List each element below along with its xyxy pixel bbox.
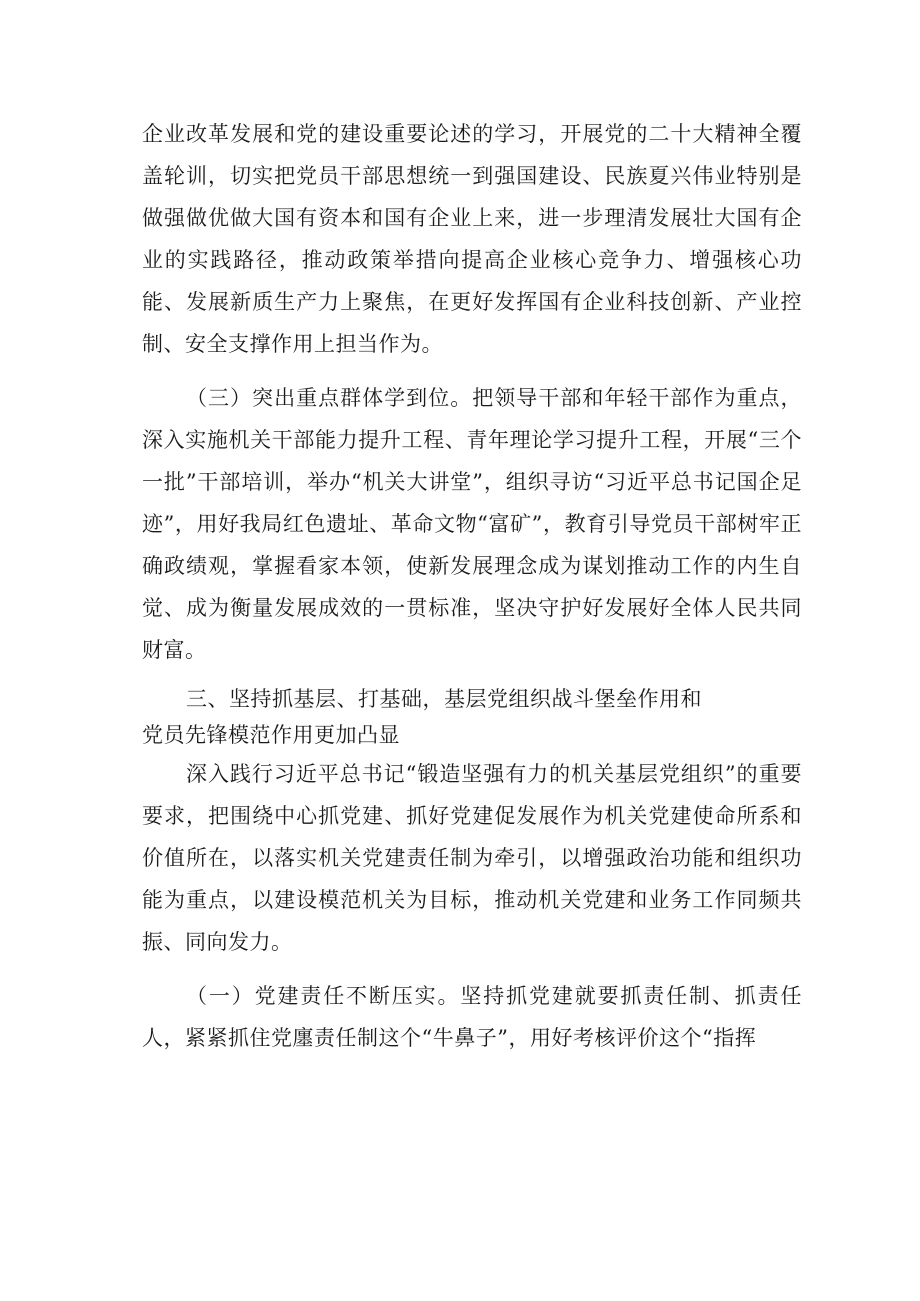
section-heading-line-2: 党员先锋模范作用更加凸显 [142, 723, 400, 747]
paragraph-responsibility: （一）党建责任不断压实。坚持抓党建就要抓责任制、抓责任人，紧紧抓住党廛责任制这个“牛鼻子”，用好考核评价这个“指挥 [142, 984, 802, 1050]
section-heading-line-1: 三、坚持抓基层、打基础，基层党组织战斗堡垒作用和 [186, 687, 702, 711]
document-body [142, 113, 802, 1059]
paragraph-study-continuation: 企业改革发展和党的建设重要论述的学习，开展党的二十大精神全覆盖轮训，切实把党员干部思想统一到强国建设、民族夏兴伟业特别是做强做优做大国有资本和国有企业上来，进一步理清发展壮大国有企业的实践路径，推动政策举措向提高企业核心竞争力、增强核心功能、发展新质生产力上聚焦，在更好发挥国有企业科技创新、产业控制、安全支撑作用上担当作为。 [142, 122, 802, 356]
paragraph-grassroots-intro: 深入践行习近平总书记“锻造坚强有力的机关基层党组织”的重要要求，把围绕中心抓党建、抓好党建促发展作为机关党建使命所系和价值所在，以落实机关党建责任制为牵引，以增强政治功能和组织功能为重点，以建设模范机关为目标，推动机关党建和业务工作同频共振、同向发力。 [142, 762, 802, 954]
section-heading-three [142, 681, 802, 753]
paragraph-key-groups: （三）突出重点群体学到位。把领导干部和年轻干部作为重点，深入实施机关干部能力提升工程、青年理论学习提升工程，开展“三个一批”干部培训，举办“机关大讲堂”，组织寻访“习近平总书记国企足迹”，用好我局红色遗址、革命文物“富矿”，教育引导党员干部树牢正确政绩观，掌握看家本领，使新发展理念成为谋划推动工作的内生自觉、成为衡量发展成效的一贯标准，坚决守护好发展好全体人民共同财富。 [142, 386, 802, 662]
